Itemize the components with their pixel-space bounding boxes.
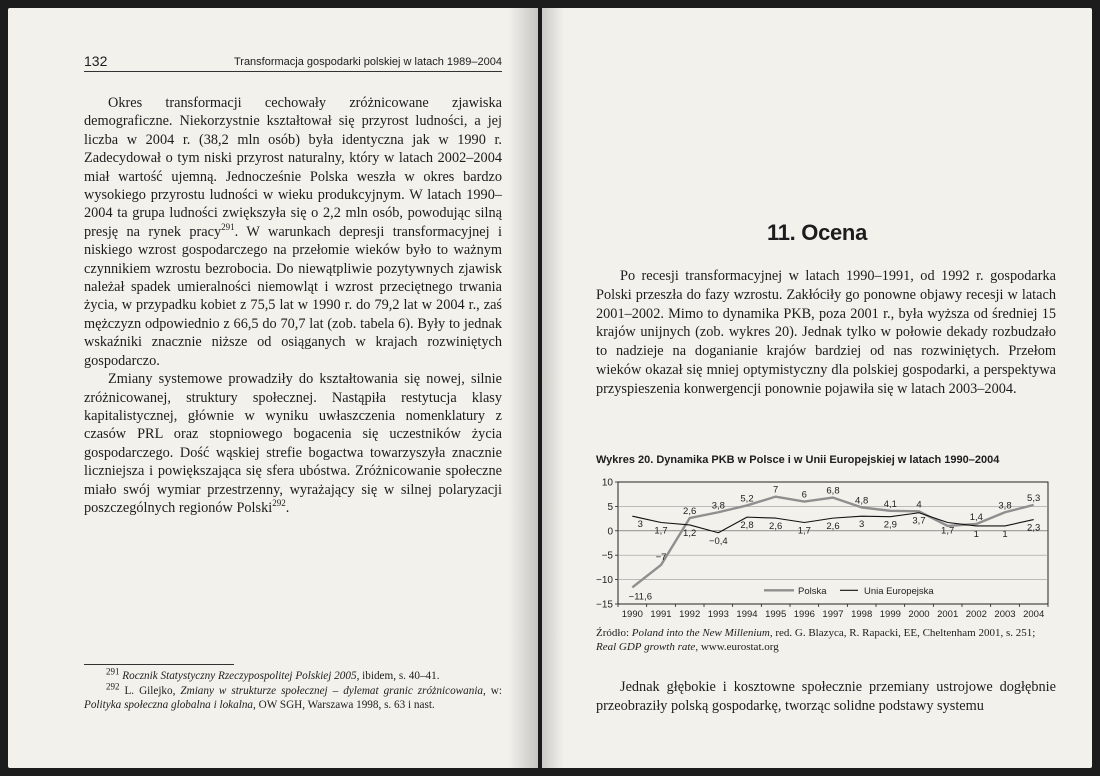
x-tick-label: 1994 [736,609,758,620]
source-italic: Real GDP growth rate [596,641,696,653]
data-label: 1 [1002,528,1008,540]
footnote-marker: 291 [106,666,120,677]
x-tick-label: 2000 [908,609,930,620]
data-label: 2,6 [683,506,697,518]
y-tick-label: −15 [596,599,613,611]
left-body-text [84,94,502,517]
data-label: 1,4 [969,511,983,523]
bottom-paragraph: Jednak głębokie i kosztowne społecznie przemiany ustrojowe dogłębnie przeobraziły polską gospodarkę, tworząc solidne podstawy systemu [596,679,1056,714]
data-label: 2,6 [826,521,840,533]
show-through-text [542,103,1092,273]
x-tick-label: 1993 [707,609,729,620]
data-label: 6 [801,489,807,501]
data-label: 2,9 [883,519,897,531]
gdp-chart [596,470,1056,622]
data-label: 1 [973,528,979,540]
paragraph-text: . [285,499,290,516]
gutter-shadow [508,8,538,768]
data-label: 4,1 [883,498,897,510]
footnotes [84,664,502,713]
x-tick-label: 1995 [765,609,787,620]
source-text: Źródło: [596,627,632,639]
chart-source [596,626,1056,654]
footnote-text: , OW SGH, Warszawa 1998, s. 63 i nast. [253,699,435,711]
x-tick-label: 2002 [965,609,987,620]
data-label: 2,3 [1027,522,1041,534]
footnote [84,680,502,713]
paragraph [84,370,502,517]
data-label: 1,7 [797,525,811,537]
chapter-heading: 11. Ocena [766,220,868,245]
data-label: 5,2 [740,493,754,505]
footnote-list [84,666,502,713]
data-label: 1,7 [941,525,955,537]
paragraph [84,94,502,370]
data-label: 6,8 [826,485,840,497]
x-tick-label: 2003 [994,609,1016,620]
x-tick-label: 2001 [937,609,959,620]
y-tick-label: 5 [607,501,613,513]
data-label: 1,7 [654,525,668,537]
data-label: 1,2 [683,527,697,539]
left-page [8,8,538,768]
data-label: −11,6 [628,591,653,603]
x-tick-label: 1997 [822,609,844,620]
y-tick-label: 10 [601,477,613,489]
running-title: Transformacja gospodarki polskiej w latach 1989–2004 [233,56,502,68]
data-label: 3,8 [998,500,1012,512]
data-label: 2,6 [769,521,783,533]
data-label: 3,8 [711,500,725,512]
right-body-text [596,267,1056,399]
data-label: 7 [773,484,779,496]
bottom-text [596,678,1056,716]
right-page [542,8,1092,768]
footnote-text: , w: [483,684,502,697]
footnote-italic: Zmiany w strukturze społecznej – dylemat granic zróżnicowania [180,684,484,697]
footnote-text: L. Gilejko, [119,684,181,697]
legend-label-polska: Polska [798,585,827,597]
x-tick-label: 1990 [621,609,643,620]
x-tick-label: 1991 [650,609,672,620]
data-label: 4,8 [855,495,869,507]
footnote-text: , ibidem, s. 40–41. [356,670,440,682]
page-number: 132 [84,53,108,69]
footnote-marker: 292 [272,498,286,509]
data-label: 4 [916,499,922,511]
source-text: , www.eurostat.org [695,641,779,653]
paragraph-text: Zmiany systemowe prowadziły do kształtowania się nowej, silnie zróżnicowanej, struktury społecznej. Nastąpiła restytucja klasy kapitalistycznej, głównie w wyniku uwłaszczenia nomenklatury z czasów PRL oraz stopniowego bogacenia się uczestników życia gospodarczego. Dość wąskiej strefie bogactwa towarzyszyła znacznie liczniejsza i powiększająca się sfera ubóstwa. Zróżnicowanie społeczne miało swój wymiar przestrzenny, wyrażający się w silnej polaryzacji poszczególnych regionów Polski [84,371,502,516]
y-tick-label: 0 [607,526,613,538]
data-label: 3,7 [912,515,926,527]
chart-title: Wykres 20. Dynamika PKB w Polsce i w Unii Europejskiej w latach 1990–2004 [596,454,1000,466]
y-tick-label: −5 [601,550,613,562]
data-label: −0,4 [708,535,728,547]
data-label: 3 [637,519,643,531]
footnote-italic: Polityka społeczna globalna i lokalna [84,699,254,711]
plot-frame [618,482,1048,604]
footnote-marker: 292 [106,680,120,691]
x-tick-label: 2004 [1023,609,1045,620]
source-italic: Poland into the New Millenium [631,627,770,639]
y-tick-label: −10 [596,575,613,587]
data-label: −7 [655,551,667,563]
data-label: 3 [859,519,865,531]
data-label: 2,8 [740,520,754,532]
x-tick-label: 1999 [879,609,901,620]
x-tick-label: 1996 [793,609,815,620]
legend-label-eu: Unia Europejska [864,585,934,597]
paragraph-text: . W warunkach depresji transformacyjnej i niskiego wzrost gospodarczego na przełomie wieków było to ważnym czynnikiem wzrostu bezrobocia. Do niewątpliwie pozytywnych zjawisk należał spadek umieralności niemowląt i wzrost przeciętnego trwania życia, w przypadku kobiet z 75,5 lat w 1990 r. do 79,2 lat w 2004 r., zaś mężczyzn odpowiednio z 66,5 do 70,7 lat (zob. tabela 6). Były to jednak wskaźniki znacznie niższe od osiąganych w krajach rozwiniętych gospodarczo. [84,223,502,369]
footnote-italic: Rocznik Statystyczny Rzeczypospolitej Polskiej 2005 [122,670,357,682]
x-tick-label: 1992 [679,609,701,620]
x-tick-label: 1998 [851,609,873,620]
source-text: , red. G. Blazyca, R. Rapacki, EE, Cheltenham 2001, s. 251; [769,627,1036,639]
paragraph: Po recesji transformacyjnej w latach 1990–1991, od 1992 r. gospodarka Polski przeszła do fazy wzrostu. Zakłóciły go ponowne objawy recesji w latach 2001–2002. Mimo to dynamika PKB, poza 2001 r., była wyższa od średniej 15 krajów unijnych (zob. wykres 20). Jednak tylko w połowie dekady rozbudzało to nadzieje na doganianie krajów bardziej od nas rozwiniętych. Przełom wieków okazał się mniej optymistyczny dla polskiej gospodarki, a perspektywa przyspieszenia konwergencji ponownie pojawiła się w latach 2003–2004. [596,268,1056,397]
footnote-marker: 291 [221,222,235,233]
footnote-rule [84,664,234,665]
paragraph-text: Okres transformacji cechowały zróżnicowane zjawiska demograficzne. Niekorzystnie kształtował się przyrost ludności, a jej liczba w 2004 r. (38,2 mln osób) była identyczna jak w 1990 r. Zadecydował o tym niski przyrost naturalny, który w latach 2002–2004 miał wartość ujemną. Jednocześnie Polska weszła w okres bardzo wysokiego przyrostu ludności w wieku produkcyjnym. W latach 1990–2004 ta grupa ludności zwiększyła się o 2,2 mln osób, powodując silną presję na rynek pracy [84,95,502,240]
footnote [84,666,502,684]
data-label: 5,3 [1027,492,1041,504]
running-head [84,51,502,72]
